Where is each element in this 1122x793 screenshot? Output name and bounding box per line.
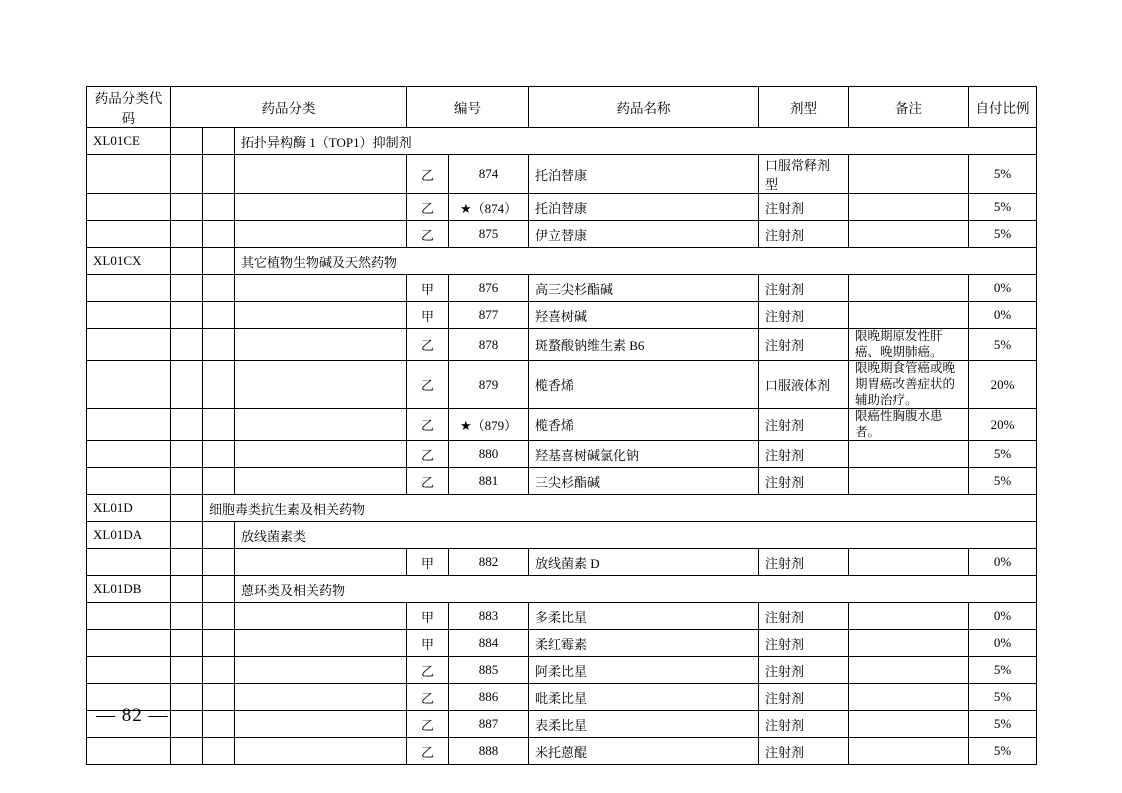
drug-number: ★（874）: [449, 194, 529, 221]
drug-remark: [849, 630, 969, 657]
dosage-form: 注射剂: [759, 329, 849, 361]
category-name: 拓扑异构酶 1（TOP1）抑制剂: [235, 128, 1037, 155]
category-code: XL01DB: [87, 576, 171, 603]
self-pay-ratio: 5%: [969, 155, 1037, 194]
table-row: [87, 248, 1037, 275]
drug-remark: 限癌性胸腹水患者。: [849, 409, 969, 441]
drug-number: 879: [449, 361, 529, 409]
spacer-cell-4: [235, 361, 407, 409]
spacer-cell-4: [235, 468, 407, 495]
drug-remark: [849, 155, 969, 194]
page-number: — 82 —: [96, 705, 169, 726]
drug-number: 888: [449, 738, 529, 765]
table-row: [87, 409, 1037, 441]
drug-name: 托泊替康: [529, 155, 759, 194]
drug-level: 乙: [407, 657, 449, 684]
drug-name: 阿柔比星: [529, 657, 759, 684]
table-body: [87, 128, 1037, 765]
spacer-cell-3: [203, 711, 235, 738]
dosage-form: 注射剂: [759, 275, 849, 302]
drug-number: 885: [449, 657, 529, 684]
category-code: XL01CX: [87, 248, 171, 275]
drug-remark: [849, 603, 969, 630]
table-row: [87, 522, 1037, 549]
drug-name: 斑蝥酸钠维生素 B6: [529, 329, 759, 361]
spacer-cell-1: [87, 657, 171, 684]
table-row: [87, 603, 1037, 630]
drug-remark: [849, 441, 969, 468]
drug-catalog-table: [86, 86, 1037, 765]
spacer-cell-1: [87, 194, 171, 221]
self-pay-ratio: 5%: [969, 684, 1037, 711]
drug-number: 878: [449, 329, 529, 361]
spacer-cell-3: [203, 329, 235, 361]
table-row: [87, 329, 1037, 361]
spacer-cell-1: [171, 128, 203, 155]
drug-remark: 限晚期原发性肝癌、晚期肺癌。: [849, 329, 969, 361]
spacer-cell-3: [203, 155, 235, 194]
drug-number: 880: [449, 441, 529, 468]
drug-level: 乙: [407, 468, 449, 495]
category-name: 其它植物生物碱及天然药物: [235, 248, 1037, 275]
self-pay-ratio: 20%: [969, 409, 1037, 441]
self-pay-ratio: 0%: [969, 302, 1037, 329]
drug-number: 881: [449, 468, 529, 495]
spacer-cell-1: [171, 495, 203, 522]
drug-number: 883: [449, 603, 529, 630]
dosage-form: 注射剂: [759, 657, 849, 684]
spacer-cell-1: [87, 221, 171, 248]
spacer-cell-1: [87, 361, 171, 409]
spacer-cell-2: [203, 248, 235, 275]
spacer-cell-4: [235, 302, 407, 329]
self-pay-ratio: 0%: [969, 549, 1037, 576]
table-row: [87, 684, 1037, 711]
drug-name: 吡柔比星: [529, 684, 759, 711]
table-row: [87, 221, 1037, 248]
drug-number: 882: [449, 549, 529, 576]
drug-name: 多柔比星: [529, 603, 759, 630]
drug-level: 乙: [407, 441, 449, 468]
drug-number: 876: [449, 275, 529, 302]
table-row: [87, 468, 1037, 495]
spacer-cell-2: [171, 549, 203, 576]
table-row: [87, 128, 1037, 155]
spacer-cell-3: [203, 302, 235, 329]
drug-name: 米托蒽醌: [529, 738, 759, 765]
table-row: [87, 738, 1037, 765]
drug-remark: [849, 275, 969, 302]
category-code: XL01D: [87, 495, 171, 522]
spacer-cell-4: [235, 711, 407, 738]
dosage-form: 注射剂: [759, 409, 849, 441]
drug-name: 羟喜树碱: [529, 302, 759, 329]
dosage-form: 注射剂: [759, 468, 849, 495]
spacer-cell-2: [171, 684, 203, 711]
spacer-cell-3: [203, 275, 235, 302]
category-name: 细胞毒类抗生素及相关药物: [203, 495, 1037, 522]
table-row: [87, 155, 1037, 194]
drug-remark: [849, 468, 969, 495]
spacer-cell-2: [171, 409, 203, 441]
spacer-cell-1: [87, 275, 171, 302]
spacer-cell-2: [203, 522, 235, 549]
spacer-cell-1: [87, 549, 171, 576]
spacer-cell-1: [87, 155, 171, 194]
column-header-remark: 备注: [849, 87, 969, 128]
column-header-number: 编号: [407, 87, 529, 128]
drug-remark: [849, 549, 969, 576]
spacer-cell-4: [235, 155, 407, 194]
spacer-cell-1: [87, 329, 171, 361]
self-pay-ratio: 5%: [969, 329, 1037, 361]
dosage-form: 注射剂: [759, 630, 849, 657]
column-header-drug-name: 药品名称: [529, 87, 759, 128]
self-pay-ratio: 5%: [969, 657, 1037, 684]
drug-remark: [849, 657, 969, 684]
dosage-form: 注射剂: [759, 738, 849, 765]
drug-name: 放线菌素 D: [529, 549, 759, 576]
drug-number: 874: [449, 155, 529, 194]
spacer-cell-1: [171, 522, 203, 549]
self-pay-ratio: 0%: [969, 630, 1037, 657]
category-code: XL01DA: [87, 522, 171, 549]
spacer-cell-2: [171, 302, 203, 329]
drug-level: 甲: [407, 275, 449, 302]
spacer-cell-2: [171, 361, 203, 409]
spacer-cell-1: [87, 409, 171, 441]
spacer-cell-4: [235, 221, 407, 248]
drug-name: 榄香烯: [529, 409, 759, 441]
spacer-cell-3: [203, 657, 235, 684]
table-row: [87, 576, 1037, 603]
spacer-cell-4: [235, 738, 407, 765]
drug-number: 884: [449, 630, 529, 657]
spacer-cell-2: [203, 576, 235, 603]
drug-name: 伊立替康: [529, 221, 759, 248]
dosage-form: 注射剂: [759, 441, 849, 468]
spacer-cell-3: [203, 684, 235, 711]
drug-remark: [849, 711, 969, 738]
spacer-cell-4: [235, 275, 407, 302]
drug-number: 886: [449, 684, 529, 711]
table-header: [87, 87, 1037, 128]
drug-level: 乙: [407, 155, 449, 194]
spacer-cell-1: [87, 630, 171, 657]
drug-level: 乙: [407, 684, 449, 711]
spacer-cell-1: [87, 738, 171, 765]
spacer-cell-2: [171, 711, 203, 738]
self-pay-ratio: 0%: [969, 275, 1037, 302]
dosage-form: 注射剂: [759, 549, 849, 576]
drug-number: 877: [449, 302, 529, 329]
table-row: [87, 657, 1037, 684]
spacer-cell-3: [203, 361, 235, 409]
dosage-form: 注射剂: [759, 684, 849, 711]
drug-name: 榄香烯: [529, 361, 759, 409]
spacer-cell-4: [235, 329, 407, 361]
spacer-cell-2: [171, 194, 203, 221]
drug-level: 乙: [407, 409, 449, 441]
spacer-cell-4: [235, 657, 407, 684]
drug-level: 乙: [407, 329, 449, 361]
table-row: [87, 361, 1037, 409]
drug-remark: [849, 221, 969, 248]
spacer-cell-2: [171, 155, 203, 194]
dosage-form: 口服液体剂: [759, 361, 849, 409]
drug-level: 乙: [407, 361, 449, 409]
spacer-cell-2: [171, 275, 203, 302]
table-row: [87, 549, 1037, 576]
drug-number: ★（879）: [449, 409, 529, 441]
dosage-form: 注射剂: [759, 711, 849, 738]
spacer-cell-1: [87, 302, 171, 329]
drug-remark: [849, 738, 969, 765]
spacer-cell-2: [171, 603, 203, 630]
column-header-classification: 药品分类: [171, 87, 407, 128]
table-row: [87, 630, 1037, 657]
dosage-form: 注射剂: [759, 603, 849, 630]
self-pay-ratio: 5%: [969, 711, 1037, 738]
dosage-form: 注射剂: [759, 194, 849, 221]
drug-remark: [849, 302, 969, 329]
self-pay-ratio: 5%: [969, 194, 1037, 221]
drug-remark: [849, 194, 969, 221]
spacer-cell-4: [235, 630, 407, 657]
column-header-self-pay-ratio: 自付比例: [969, 87, 1037, 128]
spacer-cell-2: [203, 128, 235, 155]
spacer-cell-3: [203, 630, 235, 657]
category-name: 放线菌素类: [235, 522, 1037, 549]
drug-level: 乙: [407, 738, 449, 765]
spacer-cell-1: [171, 248, 203, 275]
drug-remark: [849, 684, 969, 711]
dosage-form: 口服常释剂型: [759, 155, 849, 194]
category-name: 蒽环类及相关药物: [235, 576, 1037, 603]
drug-level: 乙: [407, 194, 449, 221]
self-pay-ratio: 0%: [969, 603, 1037, 630]
drug-level: 甲: [407, 603, 449, 630]
spacer-cell-3: [203, 221, 235, 248]
dosage-form: 注射剂: [759, 221, 849, 248]
self-pay-ratio: 5%: [969, 738, 1037, 765]
spacer-cell-3: [203, 409, 235, 441]
drug-name: 托泊替康: [529, 194, 759, 221]
drug-remark: 限晚期食管癌或晚期胃癌改善症状的辅助治疗。: [849, 361, 969, 409]
spacer-cell-3: [203, 441, 235, 468]
header-row: [87, 87, 1037, 128]
drug-name: 三尖杉酯碱: [529, 468, 759, 495]
self-pay-ratio: 5%: [969, 468, 1037, 495]
column-header-code: 药品分类代码: [87, 87, 171, 128]
dosage-form: 注射剂: [759, 302, 849, 329]
spacer-cell-2: [171, 221, 203, 248]
column-header-dosage-form: 剂型: [759, 87, 849, 128]
table-row: [87, 495, 1037, 522]
spacer-cell-1: [171, 576, 203, 603]
drug-level: 乙: [407, 711, 449, 738]
table-row: [87, 194, 1037, 221]
spacer-cell-4: [235, 441, 407, 468]
spacer-cell-4: [235, 684, 407, 711]
spacer-cell-3: [203, 738, 235, 765]
drug-number: 887: [449, 711, 529, 738]
table-row: [87, 275, 1037, 302]
drug-level: 甲: [407, 302, 449, 329]
table-row: [87, 302, 1037, 329]
drug-level: 甲: [407, 549, 449, 576]
spacer-cell-2: [171, 441, 203, 468]
spacer-cell-2: [171, 657, 203, 684]
drug-name: 羟基喜树碱氯化钠: [529, 441, 759, 468]
self-pay-ratio: 5%: [969, 441, 1037, 468]
spacer-cell-2: [171, 329, 203, 361]
self-pay-ratio: 20%: [969, 361, 1037, 409]
drug-level: 乙: [407, 221, 449, 248]
spacer-cell-4: [235, 409, 407, 441]
spacer-cell-2: [171, 468, 203, 495]
spacer-cell-3: [203, 194, 235, 221]
self-pay-ratio: 5%: [969, 221, 1037, 248]
category-code: XL01CE: [87, 128, 171, 155]
spacer-cell-4: [235, 549, 407, 576]
spacer-cell-3: [203, 468, 235, 495]
spacer-cell-2: [171, 630, 203, 657]
drug-name: 表柔比星: [529, 711, 759, 738]
spacer-cell-1: [87, 468, 171, 495]
spacer-cell-3: [203, 549, 235, 576]
table-row: [87, 711, 1037, 738]
spacer-cell-1: [87, 603, 171, 630]
spacer-cell-3: [203, 603, 235, 630]
spacer-cell-4: [235, 603, 407, 630]
drug-name: 柔红霉素: [529, 630, 759, 657]
drug-number: 875: [449, 221, 529, 248]
drug-level: 甲: [407, 630, 449, 657]
spacer-cell-2: [171, 738, 203, 765]
table-row: [87, 441, 1037, 468]
spacer-cell-1: [87, 441, 171, 468]
drug-name: 高三尖杉酯碱: [529, 275, 759, 302]
spacer-cell-4: [235, 194, 407, 221]
